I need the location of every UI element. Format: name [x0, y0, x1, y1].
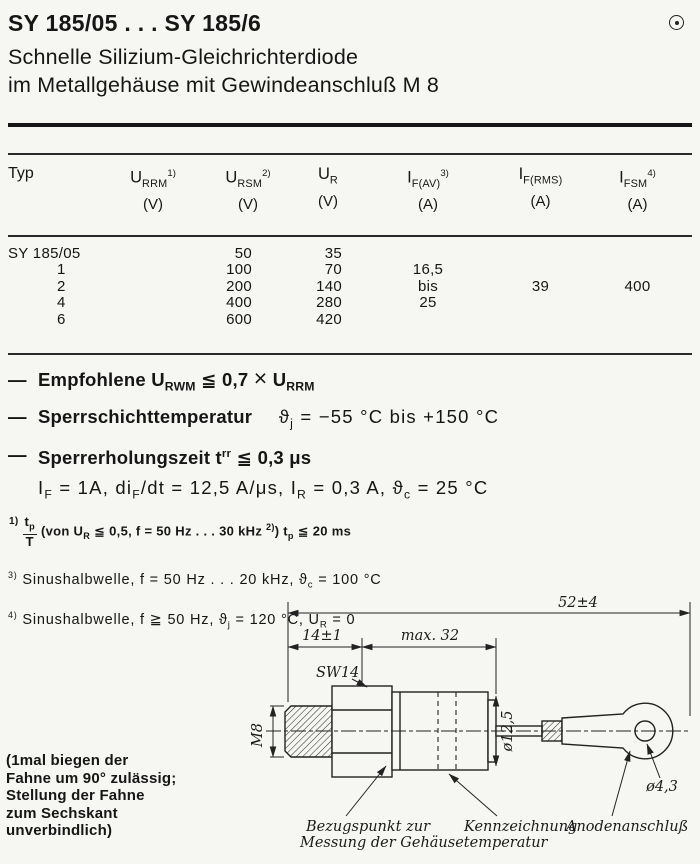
cell-typ: 6	[57, 310, 66, 328]
thread-label: M8	[250, 722, 266, 748]
cell-typ: 1	[57, 261, 66, 279]
cell-ifrms: 39	[531, 277, 550, 295]
cell-ifav	[358, 312, 498, 329]
cell-ifrms	[498, 295, 583, 312]
page-title: SY 185/05 . . . SY 185/6	[8, 10, 262, 36]
footnote-1	[8, 515, 692, 548]
bend-note-line: Stellung der Fahne	[6, 787, 145, 804]
subtitle-line-2: im Metallgehäuse mit Gewindeanschluß M 8	[8, 73, 440, 97]
column-label: $I_{F(AV)}^{3)}$	[407, 167, 449, 190]
caption-reference-point-line2: Messung der Gehäusetemperatur	[300, 835, 548, 851]
bend-note-line: unverbindlich)	[6, 822, 113, 839]
column-unit: (A)	[418, 196, 438, 214]
cell-ursm: 400	[226, 294, 252, 312]
note-dash: —	[8, 406, 27, 428]
column-header-ursm	[198, 164, 298, 215]
table-row	[8, 262, 692, 279]
subtitle-line-1: Schnelle Silizium-Gleichrichterdiode	[8, 45, 359, 69]
caption-anode: Anodenanschluß	[566, 819, 689, 835]
cell-ifrms	[498, 246, 583, 263]
cell-ifrms	[498, 262, 583, 279]
cell-ur: 140	[316, 277, 342, 295]
column-header-ifrms	[498, 164, 583, 215]
column-unit: (V)	[318, 192, 338, 210]
note-recommended-urwm	[8, 364, 692, 399]
column-unit: (A)	[627, 196, 648, 214]
dim-stud-label: 14±1	[302, 628, 342, 644]
note-dash	[8, 476, 38, 507]
dim-body-label: max. 32	[400, 628, 460, 644]
column-header-ifsm	[583, 164, 692, 215]
package-drawing	[0, 588, 700, 864]
cell-ifsm	[583, 262, 692, 279]
cell-ifav: 25	[419, 294, 437, 312]
table-rule-bottom	[8, 353, 692, 355]
fraction-denominator: T	[25, 533, 34, 549]
note-junction-temperature	[8, 405, 692, 436]
cell-urrm	[108, 262, 198, 279]
cell-ifsm	[583, 246, 692, 263]
hole-diameter-label: ø4,3	[646, 779, 678, 795]
body-diameter-label: ø12,5	[500, 710, 516, 752]
table-row	[8, 312, 692, 329]
cell-ursm: 100	[226, 261, 252, 279]
caption-reference-point-line1: Bezugspunkt zur	[306, 819, 431, 835]
bend-note-line: Fahne um 90° zulässig;	[6, 769, 177, 787]
note-reverse-recovery	[8, 443, 692, 469]
caption-marking: Kennzeichnung	[464, 819, 578, 835]
table-row	[8, 295, 692, 312]
note-text: Sperrschichttemperatur $ϑ_j = -55$ °C bis +150 °C	[38, 406, 500, 432]
cell-ur: 70	[324, 261, 342, 279]
cell-ursm: 200	[226, 277, 252, 295]
fraction-tp-over-T	[23, 515, 38, 548]
table-rule-mid	[8, 235, 692, 237]
cell-urrm	[108, 246, 198, 263]
column-label: $U_R$	[318, 164, 338, 186]
column-header-urrm	[108, 164, 198, 215]
cell-urrm	[108, 312, 198, 329]
cell-typ: SY 185/05	[8, 244, 81, 262]
cell-ur: 280	[316, 294, 342, 312]
column-unit: (V)	[143, 196, 163, 214]
cell-ifrms	[498, 312, 583, 329]
column-label: $I_{F(RMS)}$	[518, 164, 563, 186]
leader-marking	[449, 774, 497, 816]
column-unit: (A)	[530, 192, 551, 210]
column-header-ur	[298, 164, 358, 215]
cell-urrm	[108, 279, 198, 296]
bend-note-line: (1mal biegen der	[6, 752, 129, 769]
column-label: $U_{RSM}^{2)}$	[225, 167, 271, 190]
footnote-3: $^{3)}$ Sinushalbwelle, f = 50 Hz . . . 20 kHz, $ϑ_c = 100$ °C	[8, 569, 382, 591]
note-dash: —	[8, 444, 27, 466]
note-test-conditions	[8, 476, 692, 507]
bend-note-line: zum Sechskant	[6, 804, 118, 822]
notes-section	[8, 364, 692, 507]
dim-total-label: 52±4	[558, 595, 598, 611]
cell-ursm: 50	[234, 244, 252, 262]
cell-ifav: bis	[417, 277, 439, 295]
note-dash: —	[8, 368, 27, 390]
column-header-typ	[8, 164, 108, 215]
cell-urrm	[108, 295, 198, 312]
cell-ursm: 600	[226, 310, 252, 328]
footnote-marker: 1)	[9, 516, 19, 528]
cell-ifsm: 400	[624, 277, 651, 295]
column-label: Typ	[8, 164, 34, 182]
footnote-4: $^{4)}$ Sinushalbwelle, f ≧ 50 Hz, $ϑ_j = 120$ °C, $U_R = 0$	[8, 610, 356, 632]
footnote-text: (von $U_R$ ≦ 0,5, f = 50 Hz . . . 30 kHz $^{2)}$) $t_p$ ≦ 20 ms	[41, 521, 352, 541]
cell-typ: 4	[57, 294, 66, 312]
table-header-row	[8, 155, 692, 215]
cell-ur: 35	[324, 244, 342, 262]
cell-ur: 420	[316, 310, 342, 328]
circle-dot-icon	[669, 15, 684, 30]
note-text: $I_F = 1A$, $di_F/dt = 12,5$ A/μs, $I_R = 0,3$ A, $ϑ_c = 25$ °C	[38, 477, 489, 503]
cell-typ: 2	[57, 277, 66, 295]
cell-ifsm	[583, 295, 692, 312]
column-label: $U_{RRM}^{1)}$	[130, 167, 176, 190]
column-label: $I_{FSM}^{4)}$	[619, 167, 656, 190]
cell-ifav: 16,5	[412, 261, 444, 279]
wrench-size-label: SW14	[316, 665, 360, 681]
table-body	[8, 246, 692, 329]
note-text: Sperrerholungszeit $t^{rr}$ ≦ 0,3 μs	[38, 447, 312, 469]
fraction-numerator: $t_p$	[23, 515, 38, 535]
table-row	[8, 246, 692, 263]
cell-ifsm	[583, 312, 692, 329]
table-row	[8, 279, 692, 296]
column-unit: (V)	[238, 196, 258, 214]
note-text: Empfohlene $U_{RWM}$ ≦ $0,7 \times U_{RRM}$	[38, 364, 315, 394]
column-header-ifav	[358, 164, 498, 215]
leader-anode	[612, 751, 630, 816]
cell-ifav	[358, 246, 498, 263]
header-rule	[8, 123, 692, 127]
